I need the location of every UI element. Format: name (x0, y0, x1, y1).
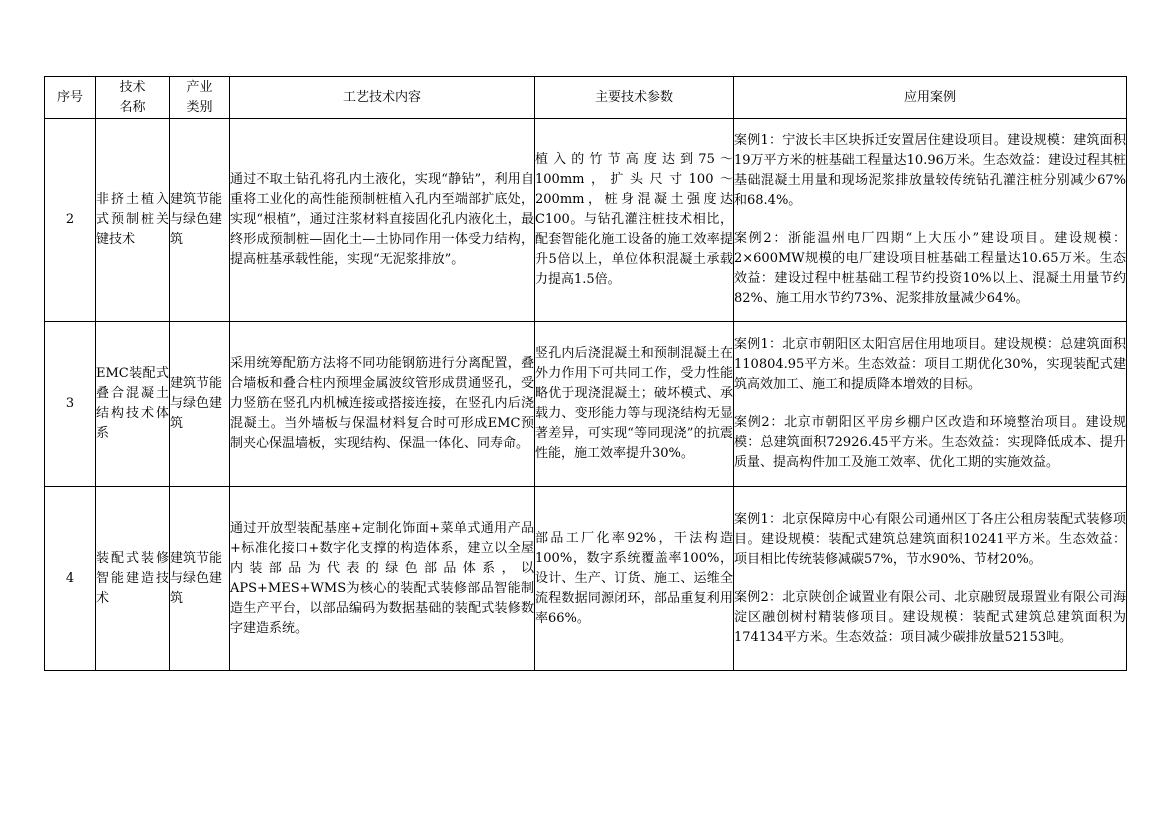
row-params: 植入的竹节高度达到75～100mm，扩头尺寸100～200mm，桩身混凝土强度达C100。与钻孔灌注桩技术相比，配套智能化施工设备的施工效率提升5倍以上，单位体积混凝土承载力提高1.5倍。 (535, 119, 734, 322)
row-params: 竖孔内后浇混凝土和预制混凝土在外力作用下可共同工作，受力性能略优于现浇混凝土；破坏模式、承载力、变形能力等与现浇结构无显著差异，可实现“等同现浇”的抗震性能，施工效率提升30%。 (535, 322, 734, 487)
row-process: 采用统筹配筋方法将不同功能钢筋进行分离配置，叠合墙板和叠合柱内预埋金属波纹管形成贯通竖孔，受力竖筋在竖孔内机械连接或搭接连接，在竖孔内后浇混凝土。当外墙板与保温材料复合时可形成EMC预制夹心保温墙板，实现结构、保温一体化、同寿命。 (230, 322, 535, 487)
row-process: 通过不取土钻孔将孔内土液化，实现“静钻”，利用自重将工业化的高性能预制桩植入孔内至端部扩底处，实现“根植”，通过注浆材料直接固化孔内液化土，最终形成预制桩—固化土—土协同作用一体受力结构，提高桩基承载性能，实现“无泥浆排放”。 (230, 119, 535, 322)
case-1: 案例1：北京市朝阳区太阳宫居住用地项目。建设规模：总建筑面积110804.95平方米。生态效益：项目工期优化30%，实现装配式建筑高效加工、施工和提质降本增效的目标。 (734, 337, 1126, 392)
header-row (45, 77, 1127, 119)
case-2: 案例2：北京陕创企诚置业有限公司、北京融贸晟璟置业有限公司海淀区融创树村精装修项目。建设规模：装配式建筑总建筑面积为174134平方米。生态效益：项目减少碳排放量52153吨。 (734, 589, 1126, 645)
technology-table (44, 76, 1127, 671)
table-row (45, 322, 1127, 487)
row-tech-name: 装配式装修智能建造技术 (96, 487, 170, 671)
header-params: 主要技术参数 (535, 77, 734, 119)
row-category: 建筑节能与绿色建筑 (170, 487, 230, 671)
row-seq: 4 (45, 487, 96, 671)
row-cases (734, 119, 1127, 322)
case-1: 案例1：北京保障房中心有限公司通州区丁各庄公租房装配式装修项目。建设规模：装配式建筑总建筑面积10241平方米。生态效益：项目相比传统装修减碳57%，节水90%、节材20%。 (734, 511, 1126, 567)
row-tech-name: 非挤土植入式预制桩关键技术 (96, 119, 170, 322)
header-process: 工艺技术内容 (230, 77, 535, 119)
table-row (45, 487, 1127, 671)
row-seq: 3 (45, 322, 96, 487)
row-category: 建筑节能与绿色建筑 (170, 322, 230, 487)
row-params: 部品工厂化率92%，干法构造100%，数字系统覆盖率100%，设计、生产、订货、施工、运维全流程数据同源闭环，部品重复利用率66%。 (535, 487, 734, 671)
header-industry-line1: 产业 (186, 79, 213, 95)
row-process: 通过开放型装配基座+定制化饰面+菜单式通用产品+标准化接口+数字化支撑的构造体系，建立以全屋内装部品为代表的绿色部品体系，以APS+MES+WMS为核心的装配式装修部品智能制造生产平台，以部品编码为数据基础的装配式装修数字建造系统。 (230, 487, 535, 671)
header-cases: 应用案例 (734, 77, 1127, 119)
header-seq: 序号 (45, 77, 96, 119)
header-tech-name (96, 77, 170, 119)
row-tech-name: EMC装配式叠合混凝土结构技术体系 (96, 322, 170, 487)
header-tech-name-line1: 技术 (119, 79, 146, 95)
row-seq: 2 (45, 119, 96, 322)
case-1: 案例1：宁波长丰区块拆迁安置居住建设项目。建设规模：建筑面积19万平方米的桩基础工程量达10.96万米。生态效益：建设过程其桩基础混凝土用量和现场泥浆排放量较传统钻孔灌注桩分别减少67%和68.4%。 (734, 133, 1126, 208)
header-industry-line2: 类别 (186, 99, 213, 115)
header-tech-name-line2: 名称 (119, 99, 146, 115)
case-2: 案例2：浙能温州电厂四期“上大压小”建设项目。建设规模：2×600MW规模的电厂建设项目桩基础工程量达10.65万米。生态效益：建设过程中桩基础工程节约投资10%以上、混凝土用量节约82%、施工用水节约73%、泥浆排放量减少64%。 (734, 231, 1126, 306)
row-cases (734, 322, 1127, 487)
table-row (45, 119, 1127, 322)
header-industry (170, 77, 230, 119)
case-2: 案例2：北京市朝阳区平房乡棚户区改造和环境整治项目。建设规模：总建筑面积72926.45平方米。生态效益：实现降低成本、提升质量、提高构件加工及施工效率、优化工期的实施效益。 (734, 415, 1126, 470)
row-cases (734, 487, 1127, 671)
row-category: 建筑节能与绿色建筑 (170, 119, 230, 322)
